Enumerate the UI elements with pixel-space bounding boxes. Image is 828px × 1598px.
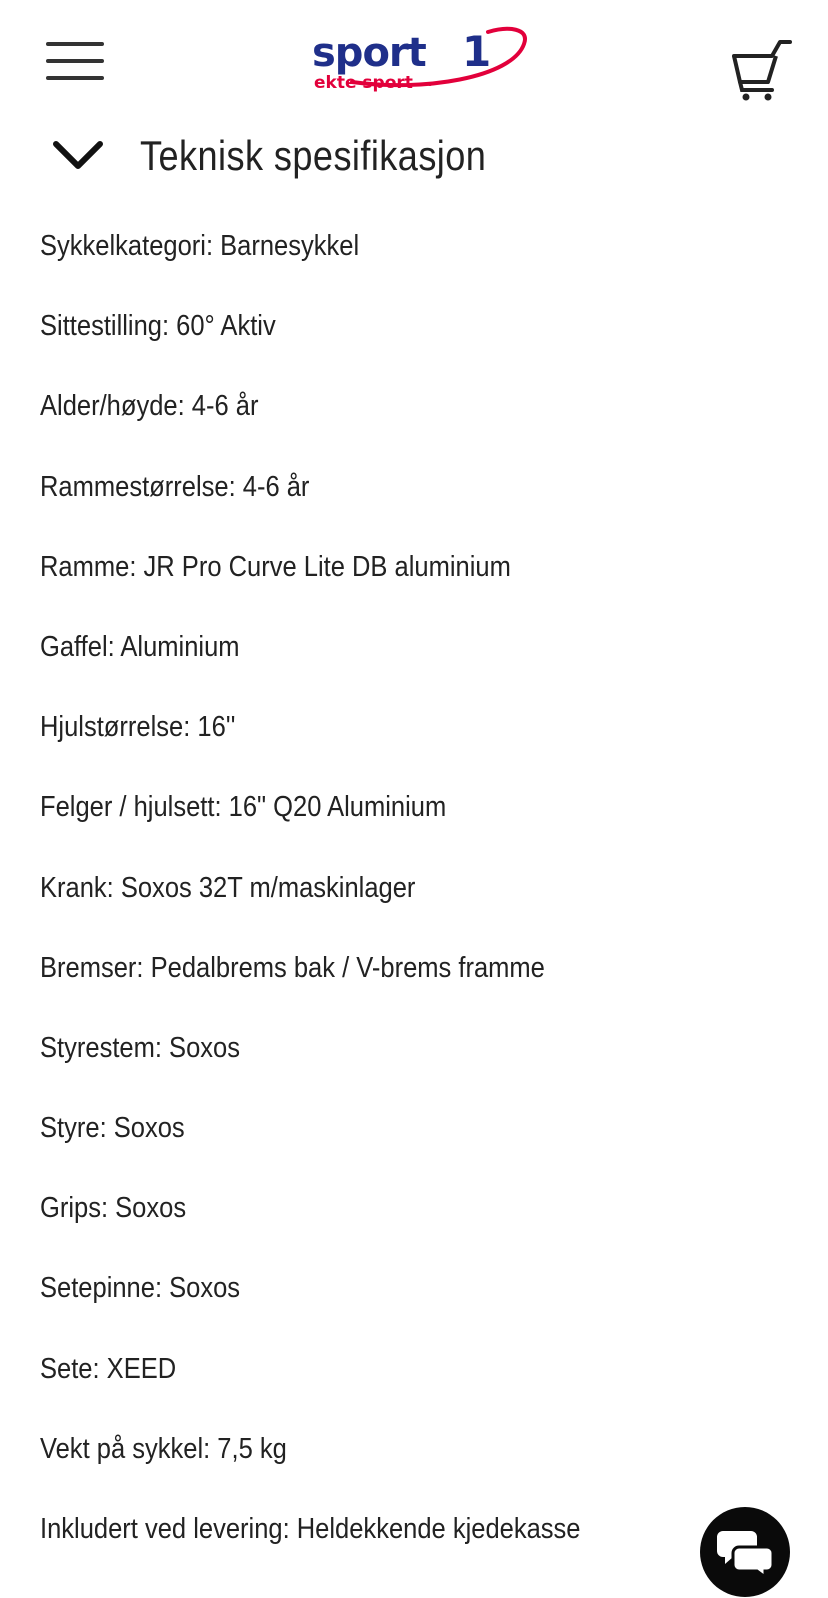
- spec-list: [40, 226, 800, 1589]
- chat-bubbles-icon: [717, 1527, 773, 1577]
- spec-item-age: Alder/høyde: 4-6 år: [40, 390, 259, 423]
- spec-item-included: Inkludert ved levering: Heldekkende kjedekasse: [40, 1513, 581, 1545]
- sport1-logo-mark: [312, 22, 540, 94]
- spec-item-fork: Gaffel: Aluminium: [40, 630, 240, 663]
- menu-button[interactable]: [46, 40, 104, 84]
- spec-item-grips: Grips: Soxos: [40, 1192, 187, 1225]
- section-title: Teknisk spesifikasjon: [140, 132, 487, 179]
- sport1-logo[interactable]: [312, 22, 540, 94]
- spec-item-weight: Vekt på sykkel: 7,5 kg: [40, 1432, 287, 1465]
- logo-number: 1: [462, 27, 492, 76]
- spec-item-seatpost: Setepinne: Soxos: [40, 1272, 241, 1305]
- site-header: [0, 0, 828, 120]
- spec-item-stem: Styrestem: Soxos: [40, 1031, 240, 1064]
- chevron-down-icon: [52, 138, 104, 172]
- hamburger-menu-icon: [46, 42, 104, 46]
- spec-item-frame: Ramme: JR Pro Curve Lite DB aluminium: [40, 550, 511, 583]
- hamburger-menu-icon-bar: [46, 76, 104, 80]
- tech-spec-accordion-header[interactable]: [0, 122, 828, 196]
- chat-button[interactable]: [700, 1507, 790, 1597]
- logo-main-text: sport: [312, 30, 426, 76]
- logo-tagline: ekte sport: [314, 73, 413, 93]
- spec-item-frame-size: Rammestørrelse: 4-6 år: [40, 470, 310, 503]
- spec-item-rims: Felger / hjulsett: 16" Q20 Aluminium: [40, 791, 447, 824]
- spec-item-wheel-size: Hjulstørrelse: 16'': [40, 711, 236, 744]
- shopping-cart-icon: [728, 38, 794, 104]
- hamburger-menu-icon-bar: [46, 59, 104, 63]
- cart-button[interactable]: [728, 38, 794, 104]
- spec-item-saddle: Sete: XEED: [40, 1352, 177, 1385]
- spec-item-handlebar: Styre: Soxos: [40, 1112, 185, 1145]
- spec-item-seating: Sittestilling: 60° Aktiv: [40, 310, 276, 343]
- spec-item-crank: Krank: Soxos 32T m/maskinlager: [40, 871, 416, 904]
- spec-item-brakes: Bremser: Pedalbrems bak / V-brems framme: [40, 951, 545, 984]
- spec-item-category: Sykkelkategori: Barnesykkel: [40, 230, 360, 262]
